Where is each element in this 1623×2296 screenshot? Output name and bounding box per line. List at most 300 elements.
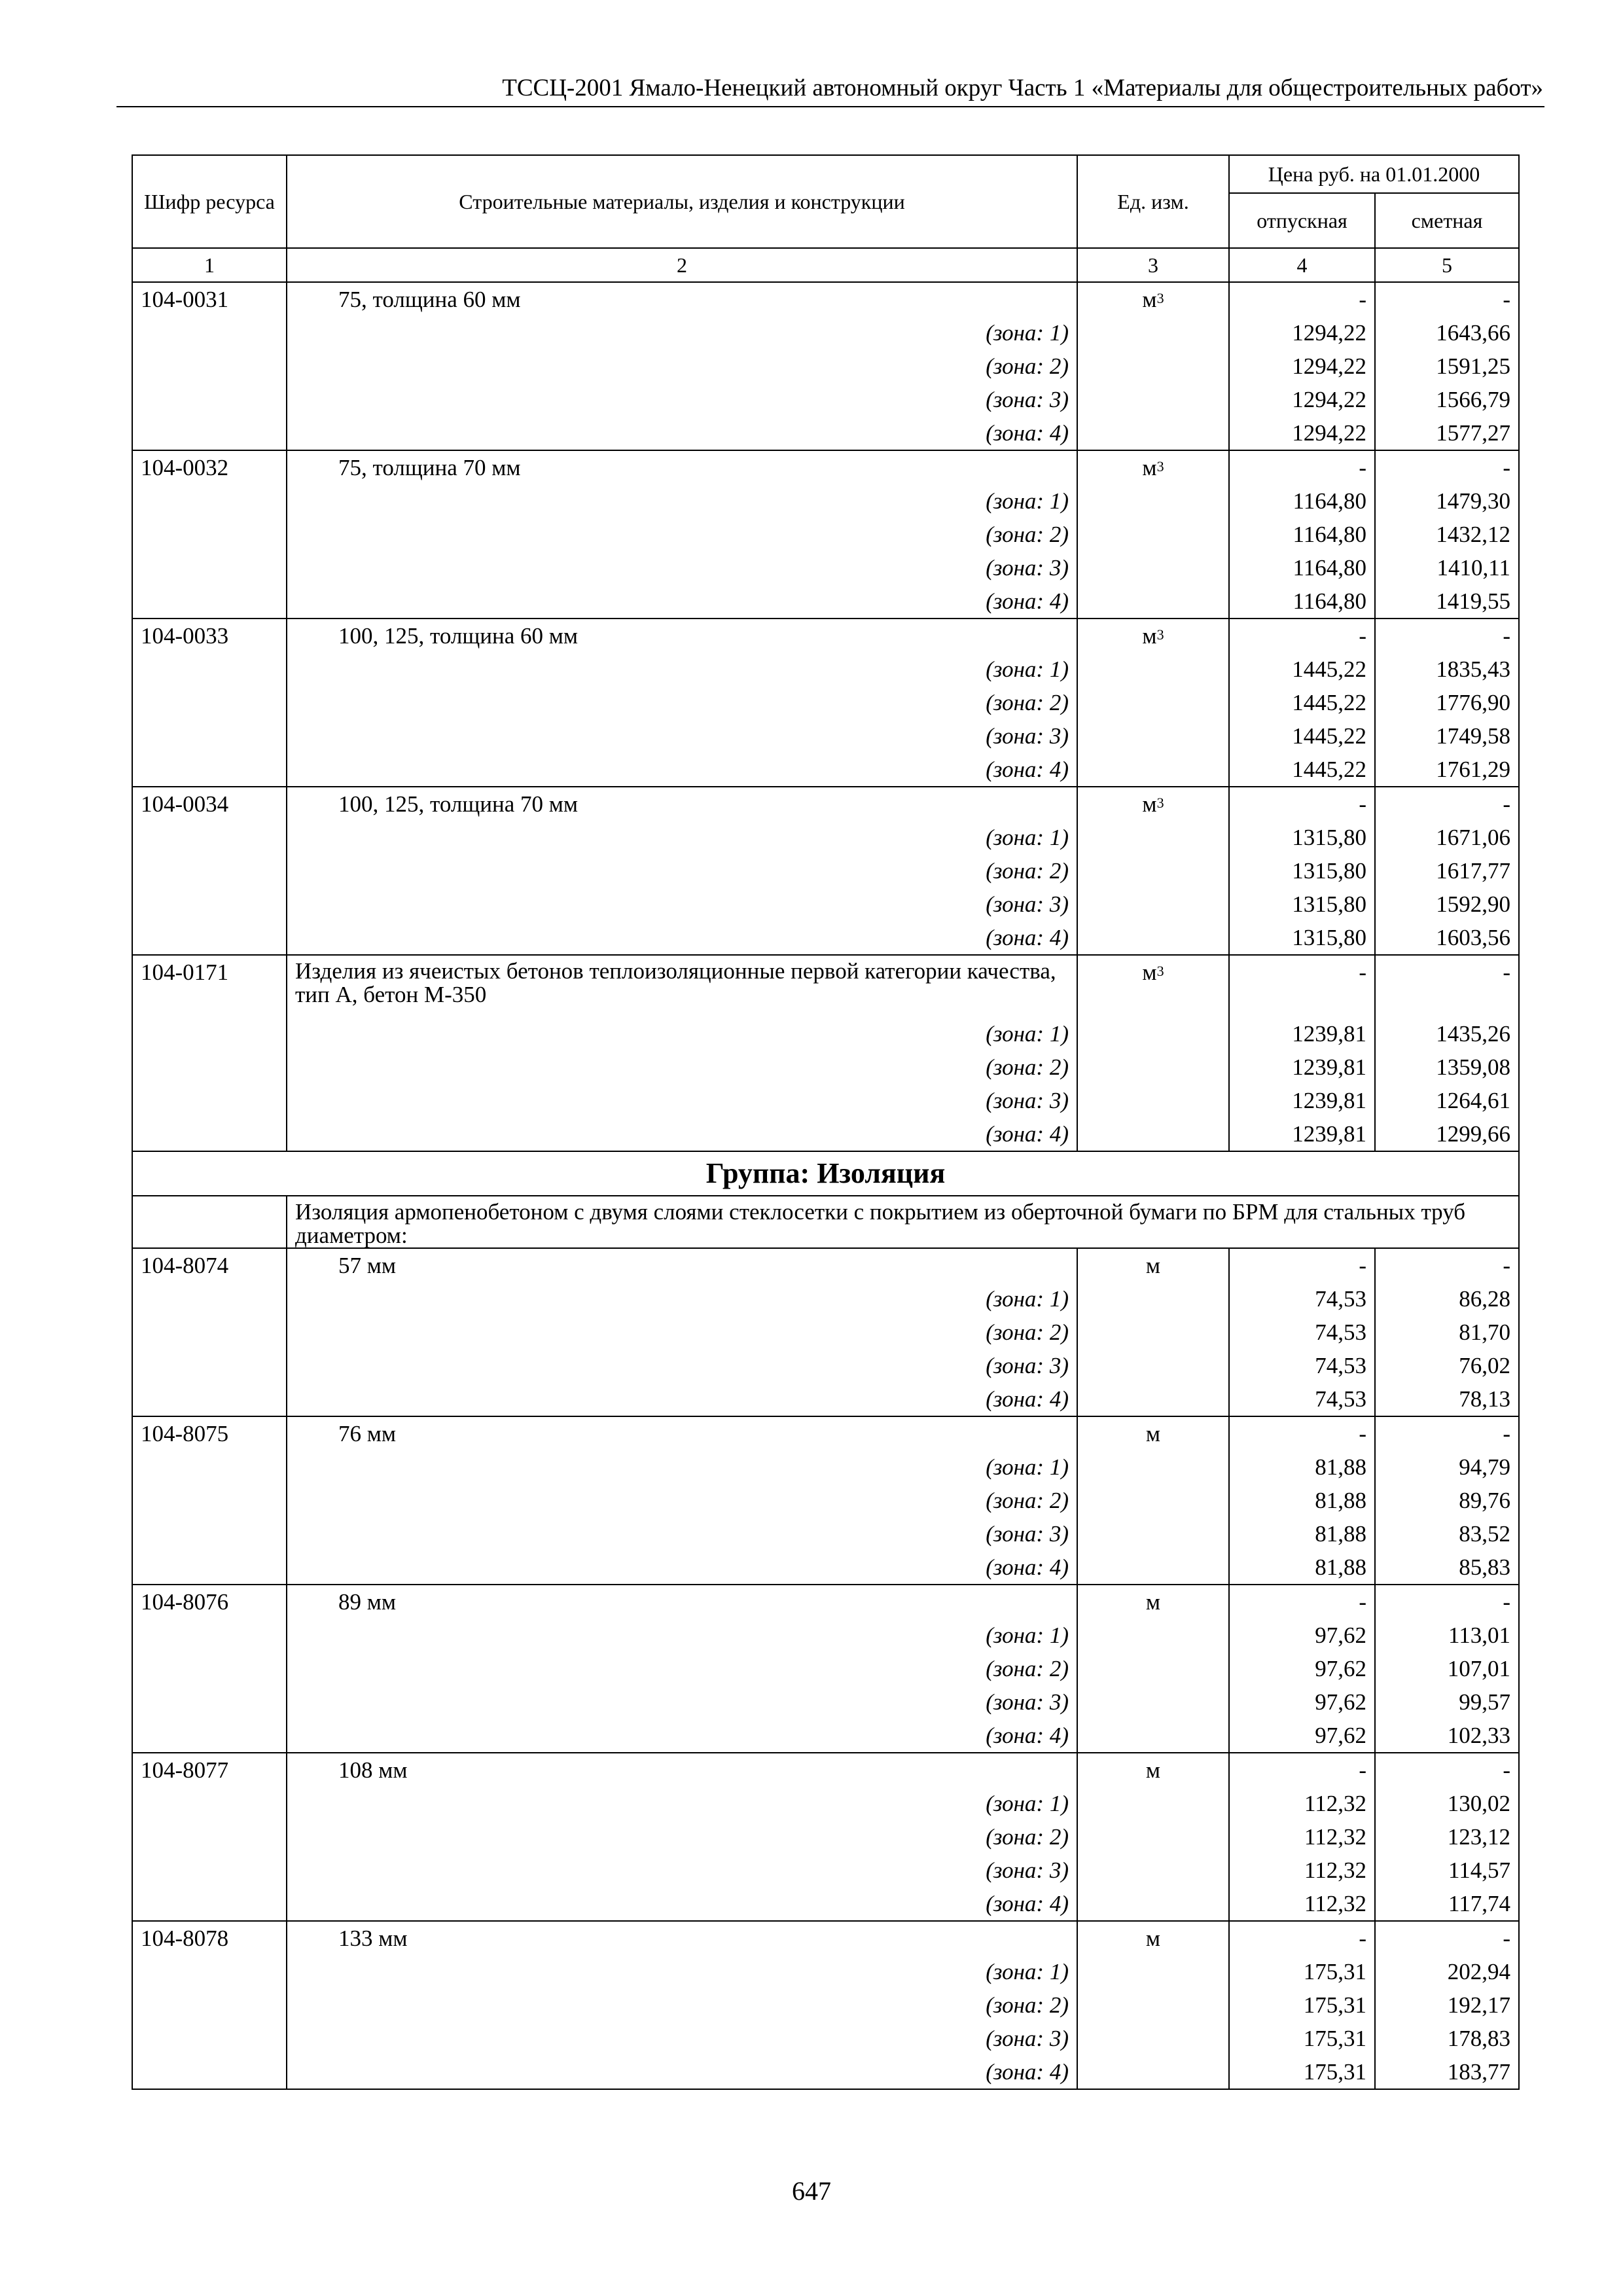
- resource-code-empty: [132, 1955, 287, 1988]
- estimate-price: 86,28: [1375, 1282, 1519, 1316]
- zone-label: (зона: 1): [287, 1017, 1077, 1050]
- estimate-price: 130,02: [1375, 1787, 1519, 1820]
- unit: м: [1142, 623, 1157, 649]
- unit: м: [1142, 455, 1157, 480]
- estimate-price: 1419,55: [1375, 584, 1519, 619]
- estimate-price: 1432,12: [1375, 518, 1519, 551]
- zone-row: [132, 1382, 1519, 1416]
- resource-code-empty: [132, 551, 287, 584]
- unit-empty: [1077, 1517, 1229, 1551]
- material-name: 100, 125, толщина 70 мм: [287, 787, 1077, 821]
- release-price: 1164,80: [1229, 584, 1375, 619]
- zone-label: (зона: 3): [287, 1084, 1077, 1117]
- unit-empty: [1077, 1084, 1229, 1117]
- release-price: 1315,80: [1229, 921, 1375, 955]
- column-header-code: Шифр ресурса: [132, 155, 287, 248]
- unit-cell: [1077, 1248, 1229, 1282]
- unit-empty: [1077, 1652, 1229, 1685]
- unit-empty: [1077, 1282, 1229, 1316]
- zone-row: [132, 1787, 1519, 1820]
- zone-row: [132, 753, 1519, 787]
- material-name: 108 мм: [287, 1753, 1077, 1787]
- unit-cell: [1077, 1416, 1229, 1450]
- zone-label: (зона: 4): [287, 1117, 1077, 1151]
- zone-row: [132, 1551, 1519, 1585]
- estimate-price: 1776,90: [1375, 686, 1519, 719]
- unit-empty: [1077, 350, 1229, 383]
- zone-label: (зона: 4): [287, 1382, 1077, 1416]
- column-number: 5: [1375, 248, 1519, 282]
- estimate-price: 1410,11: [1375, 551, 1519, 584]
- zone-label: (зона: 2): [287, 686, 1077, 719]
- estimate-price: 83,52: [1375, 1517, 1519, 1551]
- unit-empty: [1077, 2055, 1229, 2089]
- unit: м: [1145, 1589, 1161, 1615]
- resource-code-empty: [132, 888, 287, 921]
- resource-code-empty: [132, 1017, 287, 1050]
- column-header-unit: Ед. изм.: [1077, 155, 1229, 248]
- zone-row: [132, 854, 1519, 888]
- unit-empty: [1077, 1450, 1229, 1484]
- release-price: 1164,80: [1229, 551, 1375, 584]
- resource-code-empty: [132, 719, 287, 753]
- unit: м: [1145, 1421, 1161, 1446]
- resource-code: 104-0171: [132, 955, 287, 1017]
- resource-code-empty: [132, 854, 287, 888]
- zone-row: [132, 1820, 1519, 1854]
- zone-label: (зона: 3): [287, 551, 1077, 584]
- zone-row: [132, 719, 1519, 753]
- column-header-name: Строительные материалы, изделия и конструкции: [287, 155, 1077, 248]
- estimate-price: 1617,77: [1375, 854, 1519, 888]
- zone-row: [132, 518, 1519, 551]
- unit-empty: [1077, 416, 1229, 450]
- page-header: ТССЦ-2001 Ямало-Ненецкий автономный округ Часть 1 «Материалы для общестроительных работ»: [502, 75, 1543, 101]
- release-price: 74,53: [1229, 1382, 1375, 1416]
- zone-row: [132, 921, 1519, 955]
- unit: м: [1142, 287, 1157, 312]
- estimate-price: -: [1375, 1248, 1519, 1282]
- zone-label: (зона: 3): [287, 2022, 1077, 2055]
- estimate-price: 99,57: [1375, 1685, 1519, 1719]
- resource-code-empty: [132, 1517, 287, 1551]
- resource-code-empty: [132, 1719, 287, 1753]
- resource-code-empty: [132, 584, 287, 619]
- zone-label: (зона: 1): [287, 653, 1077, 686]
- resource-code-empty: [132, 2055, 287, 2089]
- estimate-price: 1435,26: [1375, 1017, 1519, 1050]
- zone-label: (зона: 2): [287, 350, 1077, 383]
- estimate-price: 1299,66: [1375, 1117, 1519, 1151]
- unit: м: [1145, 1926, 1161, 1951]
- resource-code-empty: [132, 1117, 287, 1151]
- unit-empty: [1077, 551, 1229, 584]
- release-price: -: [1229, 450, 1375, 484]
- unit-empty: [1077, 653, 1229, 686]
- release-price: 1239,81: [1229, 1050, 1375, 1084]
- zone-label: (зона: 2): [287, 1316, 1077, 1349]
- release-price: 1445,22: [1229, 719, 1375, 753]
- estimate-price: 178,83: [1375, 2022, 1519, 2055]
- unit-empty: [1077, 888, 1229, 921]
- unit-cell: [1077, 1921, 1229, 1955]
- zone-row: [132, 383, 1519, 416]
- zone-label: (зона: 1): [287, 316, 1077, 350]
- group-description: Изоляция армопенобетоном с двумя слоями стеклосетки с покрытием из оберточной бумаги по БРМ для стальных труб диаметром:: [287, 1196, 1519, 1248]
- unit-empty: [1077, 1382, 1229, 1416]
- estimate-price: 1591,25: [1375, 350, 1519, 383]
- zone-label: (зона: 4): [287, 1719, 1077, 1753]
- zone-label: (зона: 4): [287, 2055, 1077, 2089]
- release-price: 1239,81: [1229, 1017, 1375, 1050]
- estimate-price: -: [1375, 1416, 1519, 1450]
- unit-empty: [1077, 1017, 1229, 1050]
- unit-empty: [1077, 719, 1229, 753]
- zone-label: (зона: 4): [287, 416, 1077, 450]
- resource-code: 104-8075: [132, 1416, 287, 1450]
- zone-row: [132, 653, 1519, 686]
- zone-row: [132, 416, 1519, 450]
- zone-label: (зона: 4): [287, 753, 1077, 787]
- estimate-price: 85,83: [1375, 1551, 1519, 1585]
- column-number: 4: [1229, 248, 1375, 282]
- unit-empty: [1077, 921, 1229, 955]
- release-price: 74,53: [1229, 1349, 1375, 1382]
- unit-empty: [1077, 1887, 1229, 1921]
- estimate-price: -: [1375, 450, 1519, 484]
- price-table: [132, 154, 1520, 2090]
- release-price: -: [1229, 1248, 1375, 1282]
- release-price: 81,88: [1229, 1484, 1375, 1517]
- unit-empty: [1077, 1619, 1229, 1652]
- estimate-price: -: [1375, 787, 1519, 821]
- resource-code: 104-8076: [132, 1585, 287, 1619]
- unit-empty: [1077, 1685, 1229, 1719]
- release-price: 74,53: [1229, 1282, 1375, 1316]
- release-price: 1315,80: [1229, 821, 1375, 854]
- estimate-price: -: [1375, 955, 1519, 1017]
- estimate-price: 94,79: [1375, 1450, 1519, 1484]
- zone-label: (зона: 2): [287, 1820, 1077, 1854]
- zone-row: [132, 551, 1519, 584]
- material-name: 89 мм: [287, 1585, 1077, 1619]
- zone-label: (зона: 2): [287, 854, 1077, 888]
- zone-row: [132, 1685, 1519, 1719]
- table-row: [132, 787, 1519, 821]
- unit-empty: [1077, 686, 1229, 719]
- resource-code: 104-0032: [132, 450, 287, 484]
- release-price: 1294,22: [1229, 350, 1375, 383]
- estimate-price: 123,12: [1375, 1820, 1519, 1854]
- estimate-price: 76,02: [1375, 1349, 1519, 1382]
- estimate-price: -: [1375, 1921, 1519, 1955]
- estimate-price: 1577,27: [1375, 416, 1519, 450]
- zone-row: [132, 1854, 1519, 1887]
- release-price: 112,32: [1229, 1854, 1375, 1887]
- estimate-price: -: [1375, 282, 1519, 316]
- material-name: 57 мм: [287, 1248, 1077, 1282]
- release-price: 81,88: [1229, 1450, 1375, 1484]
- material-name: 100, 125, толщина 60 мм: [287, 619, 1077, 653]
- resource-code-empty: [132, 1652, 287, 1685]
- unit-empty: [1077, 1719, 1229, 1753]
- resource-code-empty: [132, 518, 287, 551]
- zone-label: (зона: 1): [287, 484, 1077, 518]
- zone-label: (зона: 1): [287, 821, 1077, 854]
- resource-code-empty: [132, 1484, 287, 1517]
- unit-cell: [1077, 282, 1229, 316]
- header-rule: [116, 106, 1544, 107]
- resource-code-empty: [132, 1282, 287, 1316]
- zone-row: [132, 1517, 1519, 1551]
- zone-row: [132, 1050, 1519, 1084]
- table-row: [132, 1416, 1519, 1450]
- release-price: 175,31: [1229, 2022, 1375, 2055]
- resource-code: 104-0033: [132, 619, 287, 653]
- zone-label: (зона: 3): [287, 1854, 1077, 1887]
- unit-exponent: 3: [1156, 963, 1164, 979]
- zone-label: (зона: 3): [287, 1349, 1077, 1382]
- estimate-price: 1643,66: [1375, 316, 1519, 350]
- estimate-price: 192,17: [1375, 1988, 1519, 2022]
- unit-empty: [1077, 584, 1229, 619]
- page-number: 647: [792, 2176, 831, 2206]
- release-price: -: [1229, 787, 1375, 821]
- group-code-cell: [132, 1196, 287, 1248]
- unit-empty: [1077, 1955, 1229, 1988]
- release-price: 97,62: [1229, 1685, 1375, 1719]
- release-price: 1445,22: [1229, 686, 1375, 719]
- unit-cell: [1077, 619, 1229, 653]
- resource-code-empty: [132, 1887, 287, 1921]
- estimate-price: 1592,90: [1375, 888, 1519, 921]
- zone-row: [132, 1017, 1519, 1050]
- resource-code-empty: [132, 484, 287, 518]
- unit-exponent: 3: [1156, 795, 1164, 811]
- release-price: -: [1229, 619, 1375, 653]
- zone-label: (зона: 1): [287, 1450, 1077, 1484]
- material-name: 75, толщина 70 мм: [287, 450, 1077, 484]
- zone-row: [132, 350, 1519, 383]
- group-title: Группа: Изоляция: [132, 1151, 1519, 1196]
- zone-label: (зона: 4): [287, 584, 1077, 619]
- estimate-price: 89,76: [1375, 1484, 1519, 1517]
- material-name: 75, толщина 60 мм: [287, 282, 1077, 316]
- column-number: 1: [132, 248, 287, 282]
- estimate-price: 81,70: [1375, 1316, 1519, 1349]
- table-row: [132, 1921, 1519, 1955]
- table-row: [132, 955, 1519, 1017]
- estimate-price: 102,33: [1375, 1719, 1519, 1753]
- column-header-release: отпускная: [1229, 193, 1375, 248]
- resource-code-empty: [132, 1382, 287, 1416]
- release-price: 1294,22: [1229, 383, 1375, 416]
- group-section: [132, 1151, 1519, 1248]
- unit: м: [1145, 1757, 1161, 1783]
- release-price: 81,88: [1229, 1551, 1375, 1585]
- resource-code: 104-0034: [132, 787, 287, 821]
- zone-label: (зона: 2): [287, 1988, 1077, 2022]
- release-price: -: [1229, 1753, 1375, 1787]
- zone-row: [132, 1084, 1519, 1117]
- estimate-price: 1671,06: [1375, 821, 1519, 854]
- release-price: 81,88: [1229, 1517, 1375, 1551]
- resource-code-empty: [132, 686, 287, 719]
- release-price: 112,32: [1229, 1787, 1375, 1820]
- material-name: Изделия из ячеистых бетонов теплоизоляционные первой категории качества, тип А, бетон М-350: [287, 955, 1077, 1017]
- release-price: -: [1229, 955, 1375, 1017]
- resource-code-empty: [132, 316, 287, 350]
- release-price: 1164,80: [1229, 484, 1375, 518]
- resource-code-empty: [132, 1316, 287, 1349]
- zone-label: (зона: 4): [287, 1551, 1077, 1585]
- unit-empty: [1077, 1117, 1229, 1151]
- unit-exponent: 3: [1156, 458, 1164, 475]
- resource-code-empty: [132, 1787, 287, 1820]
- resource-code-empty: [132, 653, 287, 686]
- resource-code-empty: [132, 1988, 287, 2022]
- table-row: [132, 1585, 1519, 1619]
- unit-empty: [1077, 484, 1229, 518]
- release-price: -: [1229, 1416, 1375, 1450]
- estimate-price: 1479,30: [1375, 484, 1519, 518]
- zone-label: (зона: 3): [287, 1685, 1077, 1719]
- zone-label: (зона: 1): [287, 1619, 1077, 1652]
- zone-label: (зона: 2): [287, 518, 1077, 551]
- unit-empty: [1077, 821, 1229, 854]
- estimate-price: 1835,43: [1375, 653, 1519, 686]
- release-price: 1164,80: [1229, 518, 1375, 551]
- resource-code-empty: [132, 1551, 287, 1585]
- zone-row: [132, 484, 1519, 518]
- release-price: 1239,81: [1229, 1084, 1375, 1117]
- estimate-price: 202,94: [1375, 1955, 1519, 1988]
- resource-code-empty: [132, 1820, 287, 1854]
- resource-code: 104-8078: [132, 1921, 287, 1955]
- zone-label: (зона: 1): [287, 1282, 1077, 1316]
- zone-row: [132, 2022, 1519, 2055]
- resource-code-empty: [132, 2022, 287, 2055]
- release-price: 175,31: [1229, 1988, 1375, 2022]
- resource-code-empty: [132, 1050, 287, 1084]
- unit-empty: [1077, 316, 1229, 350]
- unit-empty: [1077, 383, 1229, 416]
- resource-code: 104-8077: [132, 1753, 287, 1787]
- unit-cell: [1077, 787, 1229, 821]
- estimate-price: -: [1375, 1585, 1519, 1619]
- zone-label: (зона: 2): [287, 1050, 1077, 1084]
- material-name: 76 мм: [287, 1416, 1077, 1450]
- unit-empty: [1077, 1349, 1229, 1382]
- column-header-estimate: сметная: [1375, 193, 1519, 248]
- unit-cell: [1077, 450, 1229, 484]
- estimate-price: 183,77: [1375, 2055, 1519, 2089]
- zone-label: (зона: 4): [287, 1887, 1077, 1921]
- estimate-price: -: [1375, 619, 1519, 653]
- zone-label: (зона: 3): [287, 1517, 1077, 1551]
- release-price: -: [1229, 1585, 1375, 1619]
- release-price: 1315,80: [1229, 854, 1375, 888]
- zone-row: [132, 1619, 1519, 1652]
- release-price: 175,31: [1229, 1955, 1375, 1988]
- column-header-price: Цена руб. на 01.01.2000: [1229, 155, 1519, 193]
- zone-label: (зона: 3): [287, 888, 1077, 921]
- resource-code-empty: [132, 1685, 287, 1719]
- zone-row: [132, 1955, 1519, 1988]
- table-header: [132, 155, 1519, 282]
- column-number: 2: [287, 248, 1077, 282]
- resource-code-empty: [132, 416, 287, 450]
- estimate-price: 1761,29: [1375, 753, 1519, 787]
- release-price: 97,62: [1229, 1619, 1375, 1652]
- estimate-price: 117,74: [1375, 1887, 1519, 1921]
- zone-row: [132, 1887, 1519, 1921]
- unit-empty: [1077, 518, 1229, 551]
- resource-code-empty: [132, 821, 287, 854]
- zone-row: [132, 1282, 1519, 1316]
- estimate-price: 1264,61: [1375, 1084, 1519, 1117]
- resource-code-empty: [132, 1084, 287, 1117]
- resource-code-empty: [132, 921, 287, 955]
- release-price: 97,62: [1229, 1652, 1375, 1685]
- estimate-price: 107,01: [1375, 1652, 1519, 1685]
- zone-row: [132, 1316, 1519, 1349]
- zone-label: (зона: 1): [287, 1955, 1077, 1988]
- release-price: -: [1229, 1921, 1375, 1955]
- estimate-price: -: [1375, 1753, 1519, 1787]
- estimate-price: 1749,58: [1375, 719, 1519, 753]
- table-body-insulation: [132, 1248, 1519, 2089]
- release-price: 1294,22: [1229, 316, 1375, 350]
- estimate-price: 1566,79: [1375, 383, 1519, 416]
- zone-row: [132, 1652, 1519, 1685]
- release-price: 112,32: [1229, 1887, 1375, 1921]
- resource-code-empty: [132, 1619, 287, 1652]
- unit-empty: [1077, 1551, 1229, 1585]
- resource-code-empty: [132, 1450, 287, 1484]
- release-price: -: [1229, 282, 1375, 316]
- estimate-price: 1603,56: [1375, 921, 1519, 955]
- zone-label: (зона: 4): [287, 921, 1077, 955]
- resource-code-empty: [132, 383, 287, 416]
- release-price: 1239,81: [1229, 1117, 1375, 1151]
- unit-empty: [1077, 854, 1229, 888]
- unit-empty: [1077, 1050, 1229, 1084]
- release-price: 175,31: [1229, 2055, 1375, 2089]
- resource-code-empty: [132, 753, 287, 787]
- zone-row: [132, 2055, 1519, 2089]
- estimate-price: 113,01: [1375, 1619, 1519, 1652]
- release-price: 112,32: [1229, 1820, 1375, 1854]
- estimate-price: 1359,08: [1375, 1050, 1519, 1084]
- material-name: 133 мм: [287, 1921, 1077, 1955]
- zone-label: (зона: 3): [287, 719, 1077, 753]
- zone-label: (зона: 2): [287, 1652, 1077, 1685]
- table-row: [132, 450, 1519, 484]
- unit: м: [1142, 791, 1157, 817]
- table-row: [132, 1753, 1519, 1787]
- release-price: 1315,80: [1229, 888, 1375, 921]
- resource-code-empty: [132, 1854, 287, 1887]
- table-row: [132, 1248, 1519, 1282]
- release-price: 97,62: [1229, 1719, 1375, 1753]
- estimate-price: 78,13: [1375, 1382, 1519, 1416]
- zone-row: [132, 1484, 1519, 1517]
- column-number: 3: [1077, 248, 1229, 282]
- unit-cell: [1077, 955, 1229, 1017]
- release-price: 1445,22: [1229, 653, 1375, 686]
- unit-empty: [1077, 2022, 1229, 2055]
